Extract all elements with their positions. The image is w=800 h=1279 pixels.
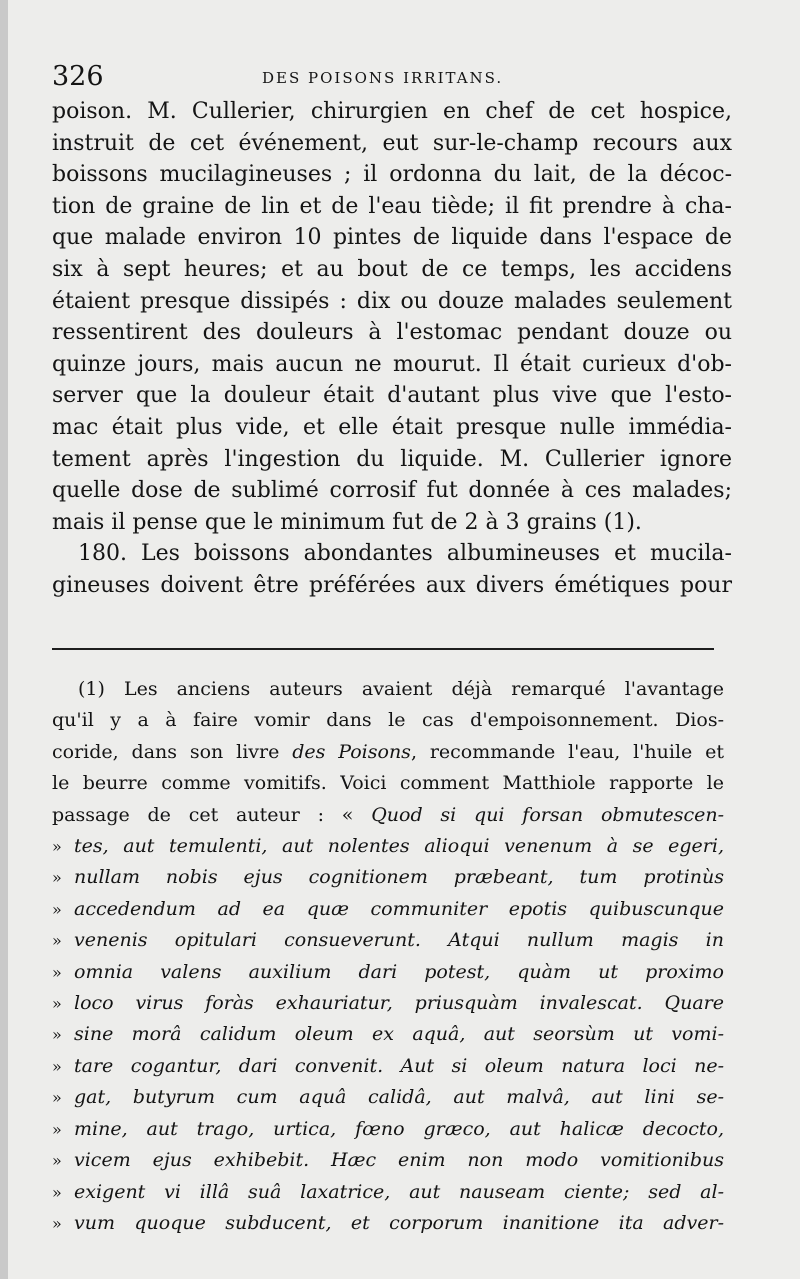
footnote — [52, 674, 724, 1239]
footnote-text: coride, dans son livre — [52, 740, 293, 763]
quote-text: tare cogantur, dari convenit. Aut si oleum natura loci ne- — [74, 1054, 724, 1077]
footnote-line — [52, 800, 724, 831]
book-title: des Poisons — [292, 740, 411, 763]
text-line: quelle dose de sublimé corrosif fut donnée à ces malades; — [52, 478, 732, 504]
quote-text: tes, aut temulenti, aut nolentes alioqui venenum à se egeri, — [74, 835, 724, 858]
text-line: tion de graine de lin et de l'eau tiède; il fit prendre à cha- — [52, 193, 732, 219]
quote-text: vicem ejus exhibebit. Hæc enim non modo vomitionibus — [74, 1149, 724, 1172]
book-page — [8, 0, 800, 1279]
text-line: poison. M. Cullerier, chirurgien en chef de cet hospice, — [52, 99, 732, 124]
footnote-text: passage de cet auteur : « — [52, 803, 372, 826]
body-text — [52, 96, 732, 602]
quote-text: vum quoque subducent, et corporum inanitione ita adver- — [74, 1211, 724, 1234]
text-line: quinze jours, mais aucun ne mourut. Il était curieux d'ob- — [52, 351, 732, 377]
text-line: boissons mucilagineuses ; il ordonna du lait, de la décoc- — [52, 162, 732, 188]
text-line: tement après l'ingestion du liquide. M. Cullerier ignore — [52, 446, 732, 472]
text-line: server que la douleur était d'autant plus vive que l'esto- — [52, 383, 732, 409]
quote-line — [52, 1208, 724, 1239]
quote-text: venenis opitulari consueverunt. Atqui nullum magis in — [74, 929, 724, 952]
quote-mark: » — [52, 837, 62, 857]
text-line: instruit de cet événement, eut sur-le-champ recours aux — [52, 130, 732, 156]
footnote-rule — [52, 648, 714, 650]
quote-text: loco virus foràs exhauriatur, priusquàm invalescat. Quare — [74, 992, 724, 1015]
text-line: que malade environ 10 pintes de liquide dans l'espace de — [52, 225, 732, 251]
quote-mark: » — [52, 868, 62, 888]
quote-mark: » — [52, 1213, 62, 1233]
quote-line — [52, 831, 724, 862]
quote-mark: » — [52, 1056, 62, 1076]
latin-quote-start: Quod si qui forsan obmutescen- — [371, 803, 724, 826]
footnote-text: , recommande l'eau, l'huile et — [410, 740, 724, 763]
quote-mark: » — [52, 899, 62, 919]
quote-line — [52, 1177, 724, 1208]
quote-text: omnia valens auxilium dari potest, quàm ut proximo — [74, 960, 724, 983]
text-line: étaient presque dissipés : dix ou douze malades seulement — [52, 288, 732, 314]
quote-text: mine, aut trago, urtica, fœno græco, aut halicæ decocto, — [74, 1117, 724, 1140]
paragraph-start-line: 180. Les boissons abondantes albumineuses et mucila- — [78, 541, 732, 567]
quote-line — [52, 957, 724, 988]
quote-mark: » — [52, 994, 62, 1014]
page-header — [52, 62, 732, 92]
quote-line — [52, 862, 724, 893]
quote-line — [52, 1082, 724, 1113]
text-line: ressentirent des douleurs à l'estomac pendant douze ou — [52, 320, 732, 346]
footnote-line — [52, 737, 724, 768]
quote-line — [52, 1051, 724, 1082]
quote-mark: » — [52, 962, 62, 982]
quote-line — [52, 1019, 724, 1050]
quote-text: nullam nobis ejus cognitionem præbeant, tum protinùs — [74, 866, 724, 889]
quote-mark: » — [52, 1088, 62, 1108]
quote-line — [52, 894, 724, 925]
footnote-line: le beurre comme vomitifs. Voici comment Matthiole rapporte le — [52, 772, 724, 795]
quote-line — [52, 925, 724, 956]
quote-line — [52, 1114, 724, 1145]
quote-text: sine morâ calidum oleum ex aquâ, aut seorsùm ut vomi- — [74, 1023, 724, 1046]
quote-mark: » — [52, 1182, 62, 1202]
quote-mark: » — [52, 1151, 62, 1171]
text-line: gineuses doivent être préférées aux divers émétiques pour — [52, 572, 732, 598]
quote-text: gat, butyrum cum aquâ calidâ, aut malvâ, aut lini se- — [74, 1086, 724, 1109]
footnote-line: (1) Les anciens auteurs avaient déjà remarqué l'avantage — [78, 678, 724, 700]
quote-mark: » — [52, 1025, 62, 1045]
quote-text: accedendum ad ea quæ communiter epotis quibuscunque — [74, 897, 724, 920]
quote-mark: » — [52, 1119, 62, 1139]
page-number: 326 — [52, 61, 104, 92]
text-line: mais il pense que le minimum fut de 2 à 3 grains (1). — [52, 509, 642, 535]
quote-line — [52, 988, 724, 1019]
quote-line — [52, 1145, 724, 1176]
text-line: mac était plus vide, et elle était presque nulle immédia- — [52, 414, 732, 440]
running-title: DES POISONS IRRITANS. — [262, 69, 504, 87]
quote-text: exigent vi illâ suâ laxatrice, aut nauseam ciente; sed al- — [74, 1180, 724, 1203]
footnote-line: qu'il y a à faire vomir dans le cas d'empoisonnement. Dios- — [52, 709, 724, 732]
text-line: six à sept heures; et au bout de ce temps, les accidens — [52, 256, 732, 282]
quote-mark: » — [52, 931, 62, 951]
